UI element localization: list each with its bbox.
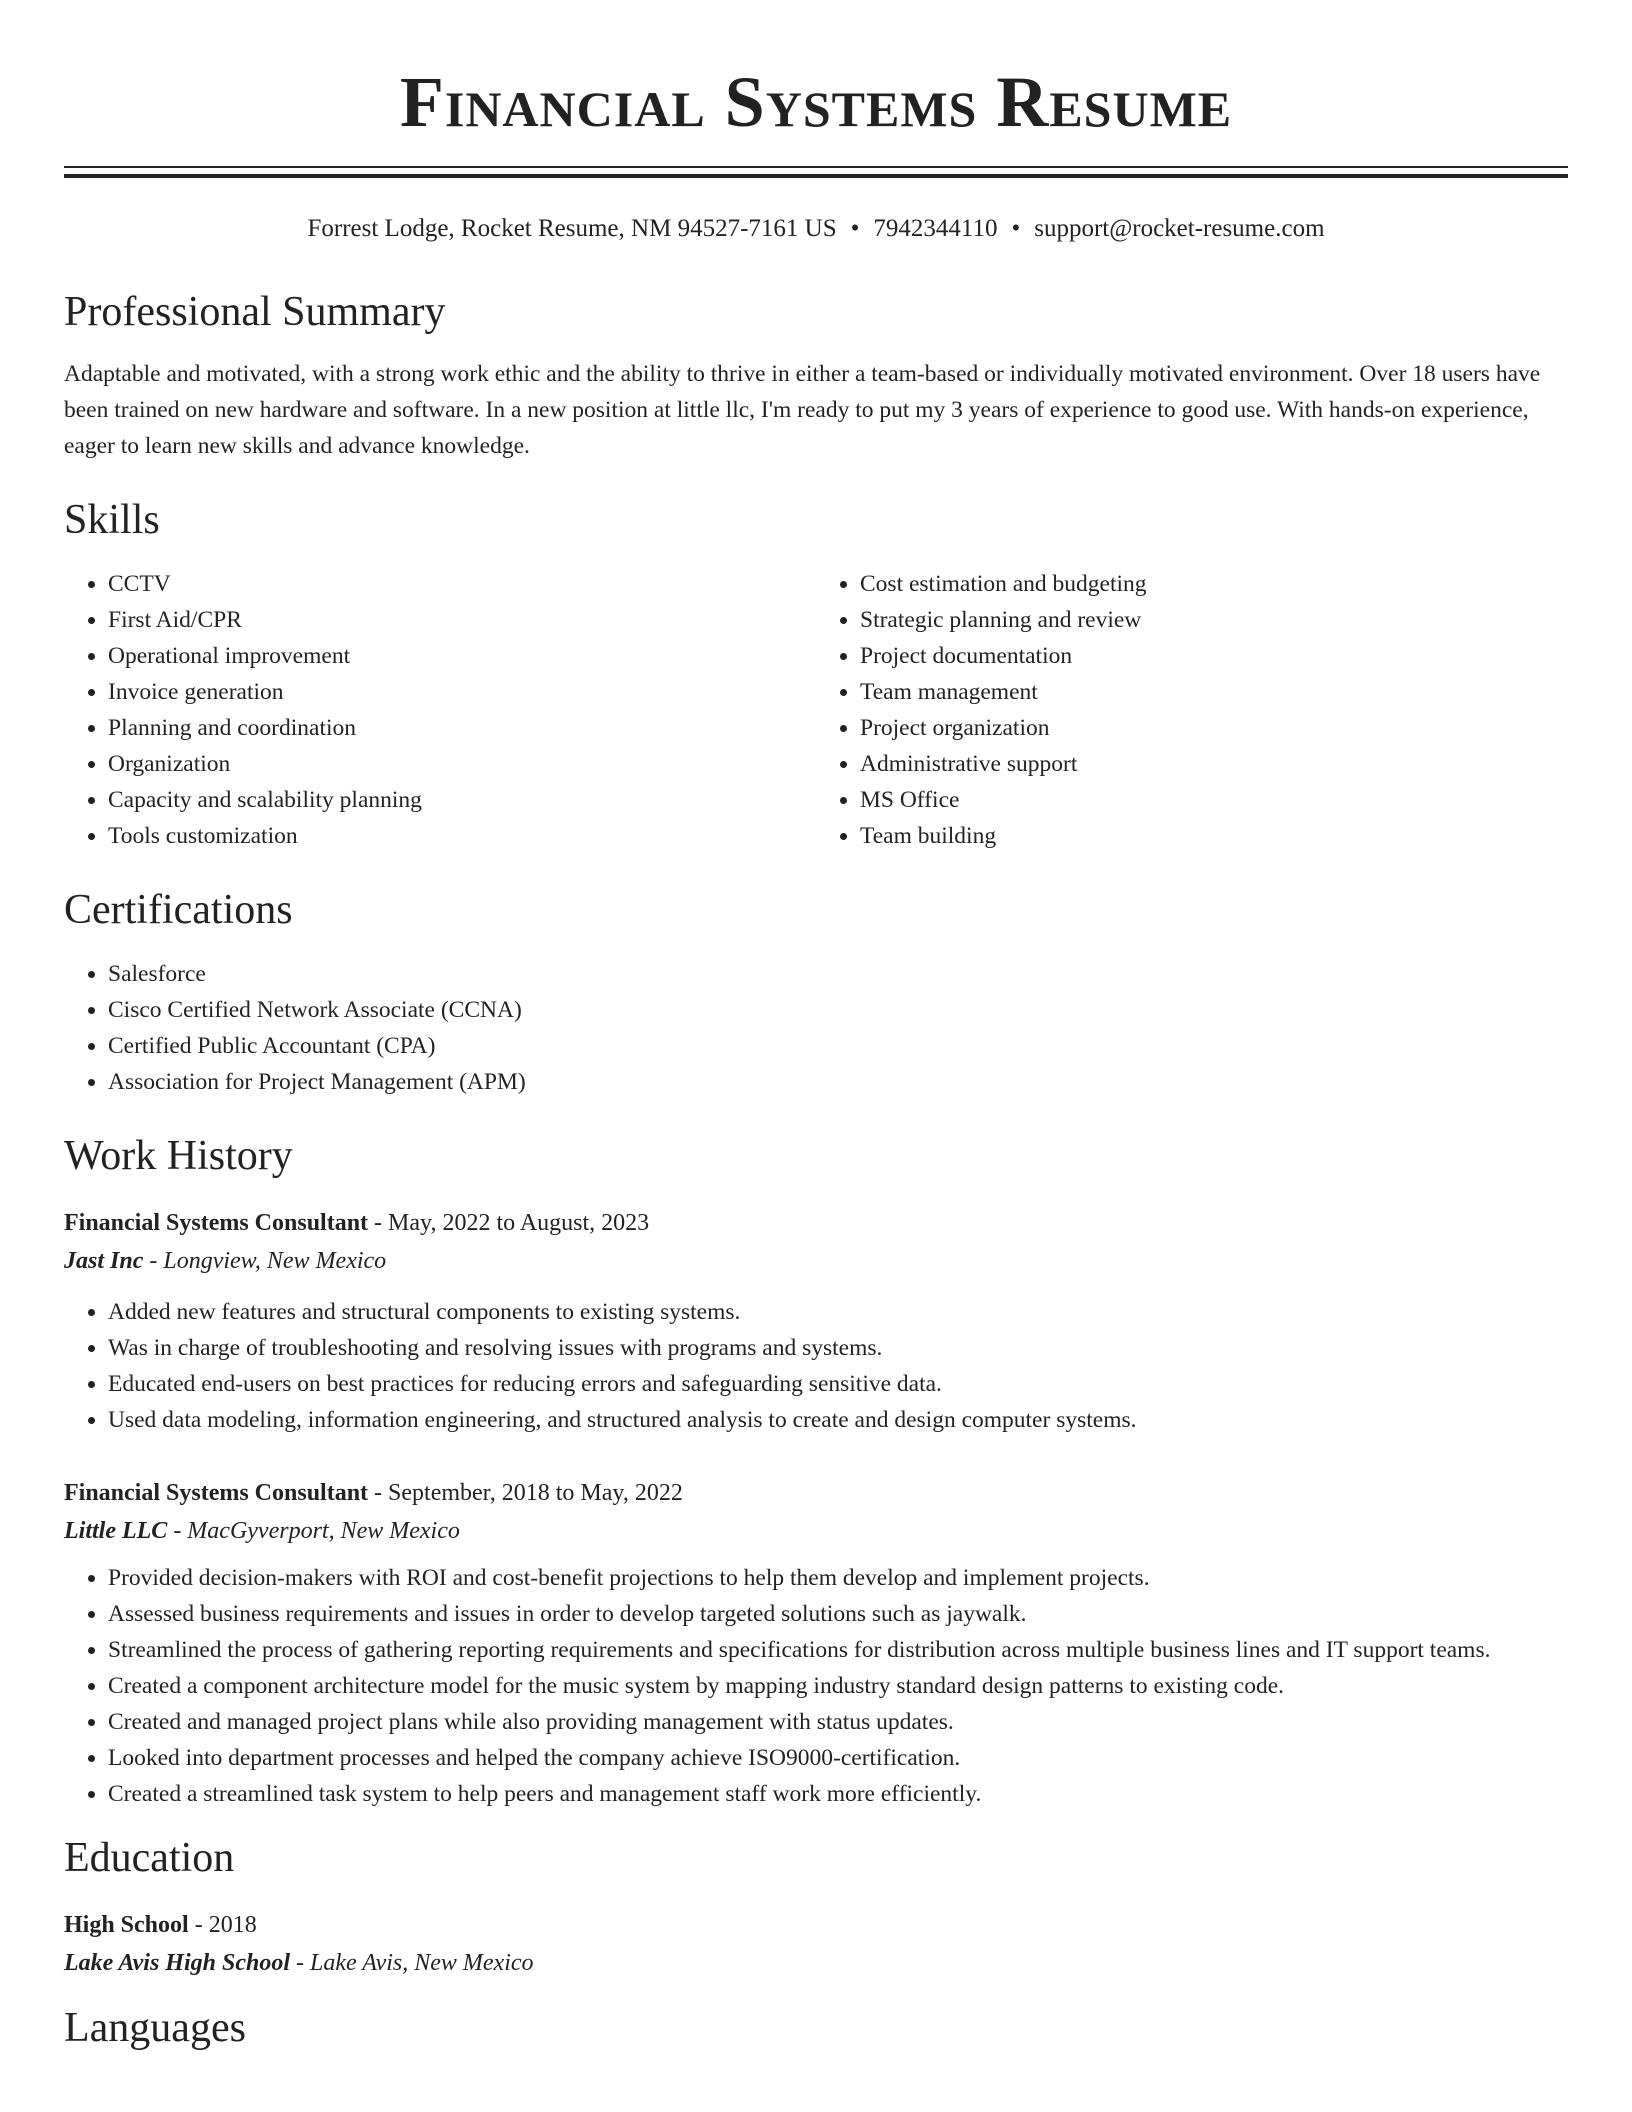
skill-item: • Team building xyxy=(860,818,1568,854)
contact-line xyxy=(64,212,1568,246)
skill-item: • Administrative support xyxy=(860,746,1568,782)
education-location: - Lake Avis, New Mexico xyxy=(296,1950,534,1976)
job-bullet: • Added new features and structural components to existing systems. xyxy=(108,1294,1568,1330)
education-degree-line xyxy=(64,1906,1568,1944)
job-company-line xyxy=(64,1512,1568,1550)
certification-item: • Association for Project Management (APM) xyxy=(108,1064,1568,1100)
education-year: - 2018 xyxy=(194,1912,257,1938)
skills-column-left xyxy=(64,566,816,854)
job-title: Financial Systems Consultant xyxy=(64,1210,369,1236)
certification-item: • Salesforce xyxy=(108,956,1568,992)
certifications-heading: Certifications xyxy=(64,887,293,933)
job-bullet: • Educated end-users on best practices for reducing errors and safeguarding sensitive data. xyxy=(108,1366,1568,1402)
skill-item: • Team management xyxy=(860,674,1568,710)
skill-item: • Operational improvement xyxy=(108,638,816,674)
job-bullets xyxy=(64,1560,1568,1812)
education-degree: High School xyxy=(64,1912,189,1938)
skill-item: • Organization xyxy=(108,746,816,782)
job-company: Little LLC xyxy=(64,1518,168,1544)
job-bullet: • Was in charge of troubleshooting and resolving issues with programs and systems. xyxy=(108,1330,1568,1366)
contact-separator: • xyxy=(1011,215,1021,242)
education-heading: Education xyxy=(64,1835,235,1881)
skill-item: • Capacity and scalability planning xyxy=(108,782,816,818)
skill-item: • Project organization xyxy=(860,710,1568,746)
skill-item: • MS Office xyxy=(860,782,1568,818)
job-title-line xyxy=(64,1474,1568,1512)
job-title: Financial Systems Consultant xyxy=(64,1480,369,1506)
job-bullet: • Created a component architecture model for the music system by mapping industry standard design patterns to existing code. xyxy=(108,1668,1568,1704)
title-divider xyxy=(64,166,1568,178)
job-bullet: • Created and managed project plans while also providing management with status updates. xyxy=(108,1704,1568,1740)
skill-item: • Cost estimation and budgeting xyxy=(860,566,1568,602)
skill-item: • Strategic planning and review xyxy=(860,602,1568,638)
education-school-line xyxy=(64,1944,1568,1982)
resume-title: Financial Systems Resume xyxy=(399,62,1233,142)
job-company: Jast Inc xyxy=(64,1248,144,1274)
summary-heading: Professional Summary xyxy=(64,289,446,335)
contact-phone: 7942344110 xyxy=(873,215,998,242)
job-bullet: • Assessed business requirements and issues in order to develop targeted solutions such as jaywalk. xyxy=(108,1596,1568,1632)
job-dates: - May, 2022 to August, 2023 xyxy=(374,1210,650,1236)
skills-list xyxy=(64,566,1568,854)
skill-item: • CCTV xyxy=(108,566,816,602)
certification-item: • Certified Public Accountant (CPA) xyxy=(108,1028,1568,1064)
job-bullet: • Provided decision-makers with ROI and cost-benefit projections to help them develop and implement projects. xyxy=(108,1560,1568,1596)
education-school: Lake Avis High School xyxy=(64,1950,291,1976)
contact-address: Forrest Lodge, Rocket Resume, NM 94527-7161 US xyxy=(307,215,837,242)
job-location: - MacGyverport, New Mexico xyxy=(173,1518,460,1544)
job-bullets xyxy=(64,1294,1568,1438)
certifications-list xyxy=(64,956,1568,1100)
skill-item: • First Aid/CPR xyxy=(108,602,816,638)
skill-item: • Tools customization xyxy=(108,818,816,854)
contact-email[interactable]: support@rocket-resume.com xyxy=(1034,215,1325,242)
job-bullet: • Created a streamlined task system to help peers and management staff work more efficiently. xyxy=(108,1776,1568,1812)
job-company-line xyxy=(64,1242,1568,1280)
job-dates: - September, 2018 to May, 2022 xyxy=(374,1480,683,1506)
contact-separator: • xyxy=(850,215,860,242)
languages-heading: Languages xyxy=(64,2005,246,2051)
skill-item: • Project documentation xyxy=(860,638,1568,674)
job-bullet: • Used data modeling, information engineering, and structured analysis to create and design computer systems. xyxy=(108,1402,1568,1438)
job-entry xyxy=(64,1204,1568,1438)
skill-item: • Planning and coordination xyxy=(108,710,816,746)
job-bullet: • Streamlined the process of gathering reporting requirements and specifications for distribution across multiple business lines and IT support teams. xyxy=(108,1632,1568,1668)
skills-column-right xyxy=(816,566,1568,854)
work-history-heading: Work History xyxy=(64,1133,293,1179)
job-bullet: • Looked into department processes and helped the company achieve ISO9000-certification. xyxy=(108,1740,1568,1776)
summary-text: Adaptable and motivated, with a strong work ethic and the ability to thrive in either a team-based or individually motivated environment. Over 18 users have been trained on new hardware and software. In a new position at little llc, I'm ready to put my 3 years of experience to good use. With hands-on experience, eager to learn new skills and advance knowledge. xyxy=(64,361,1541,459)
skills-heading: Skills xyxy=(64,497,160,543)
job-entry xyxy=(64,1474,1568,1812)
skill-item: • Invoice generation xyxy=(108,674,816,710)
job-location: - Longview, New Mexico xyxy=(149,1248,387,1274)
certification-item: • Cisco Certified Network Associate (CCNA) xyxy=(108,992,1568,1028)
job-title-line xyxy=(64,1204,1568,1242)
